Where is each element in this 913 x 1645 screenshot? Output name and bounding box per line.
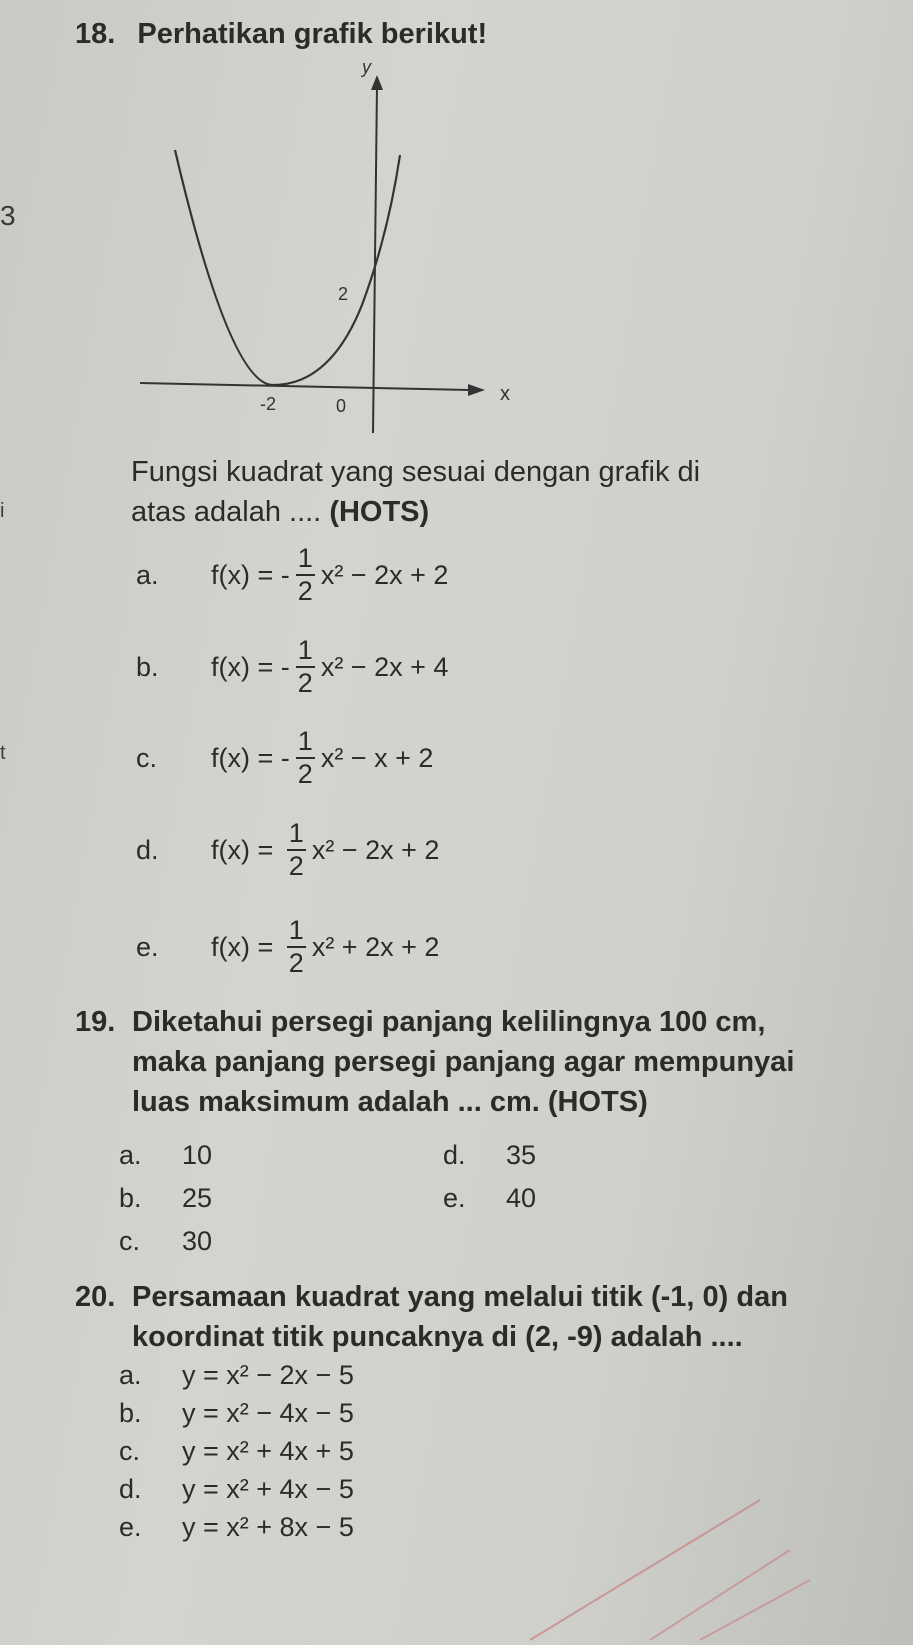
fraction [296, 545, 315, 605]
question-line-text: atas adalah .... [131, 496, 322, 529]
question-prompt: Perhatikan grafik berikut! [137, 18, 488, 50]
option-letter: d. [443, 1140, 466, 1170]
pencil-scribble [520, 1490, 820, 1645]
option-18d[interactable] [136, 820, 439, 880]
fraction [287, 820, 306, 880]
option-letter: a. [119, 1360, 142, 1390]
question-19 [75, 1002, 905, 1122]
eq-rest: x² + 2x + 2 [311, 931, 440, 962]
denominator: 2 [288, 948, 304, 978]
option-value: 40 [506, 1183, 537, 1213]
margin-mark: t [0, 742, 6, 764]
option-18b[interactable] [136, 637, 448, 697]
option-19e[interactable] [443, 1183, 536, 1214]
parabola-graph [130, 55, 520, 445]
fraction [296, 728, 315, 788]
numerator: 1 [287, 820, 306, 851]
option-letter: a. [136, 559, 159, 590]
question-text [132, 1002, 794, 1122]
question-text [132, 1277, 788, 1357]
option-value: 30 [182, 1226, 213, 1256]
eq-lhs: f(x) = [211, 834, 274, 865]
question-number: 18. [75, 18, 116, 50]
fraction [287, 917, 306, 977]
option-value: 35 [506, 1140, 537, 1170]
eq-sign: - [280, 651, 290, 682]
option-letter: d. [136, 834, 159, 865]
eq-lhs: f(x) = [211, 742, 274, 773]
question-number: 20. [75, 1281, 116, 1313]
option-letter: c. [119, 1436, 141, 1466]
option-letter: c. [136, 742, 158, 773]
fraction [296, 637, 315, 697]
parabola-curve [175, 150, 400, 385]
option-20a[interactable] [119, 1360, 354, 1391]
eq-rest: x² − 2x + 2 [320, 559, 449, 590]
denominator: 2 [288, 851, 304, 881]
x-tick-label: 0 [336, 396, 347, 416]
x-tick-label: -2 [260, 394, 277, 414]
question-18-header [75, 14, 487, 54]
x-axis-arrow-icon [468, 384, 485, 396]
question-line: Persamaan kuadrat yang melalui titik (-1, 0) dan [132, 1281, 788, 1313]
equation [211, 637, 448, 697]
eq-lhs: f(x) = [211, 559, 274, 590]
eq-rest: x² − 2x + 2 [311, 834, 440, 865]
option-letter: c. [119, 1226, 141, 1256]
question-line [131, 492, 700, 532]
denominator: 2 [297, 576, 313, 606]
option-letter: b. [136, 651, 159, 682]
option-20d[interactable] [119, 1474, 354, 1505]
option-letter: b. [119, 1183, 142, 1213]
option-equation: y = x² − 4x − 5 [182, 1398, 354, 1428]
y-tick-label: 2 [338, 284, 349, 304]
question-line: Fungsi kuadrat yang sesuai dengan grafik di [131, 456, 701, 488]
numerator: 1 [287, 917, 306, 948]
numerator: 1 [296, 728, 315, 759]
numerator: 1 [296, 637, 315, 668]
equation [211, 820, 439, 880]
option-letter: a. [119, 1140, 142, 1170]
option-letter: b. [119, 1398, 142, 1428]
equation [211, 545, 448, 605]
option-equation: y = x² + 4x + 5 [182, 1436, 354, 1466]
option-letter: d. [119, 1474, 142, 1504]
option-letter: e. [119, 1512, 142, 1542]
option-letter: e. [443, 1183, 466, 1213]
option-19d[interactable] [443, 1140, 536, 1171]
eq-lhs: f(x) = [211, 651, 274, 682]
question-line: maka panjang persegi panjang agar mempunyai [132, 1046, 795, 1079]
hots-tag: (HOTS) [329, 496, 430, 529]
option-19b[interactable] [119, 1183, 212, 1214]
option-19c[interactable] [119, 1226, 212, 1257]
denominator: 2 [297, 759, 313, 789]
option-18e[interactable] [136, 917, 439, 977]
option-equation: y = x² + 4x − 5 [182, 1474, 354, 1504]
option-20c[interactable] [119, 1436, 354, 1467]
question-18-text [131, 452, 700, 532]
margin-mark: 3 [0, 200, 16, 231]
x-axis-label: x [500, 383, 510, 405]
option-18a[interactable] [136, 545, 448, 605]
option-18c[interactable] [136, 728, 433, 788]
question-line: Diketahui persegi panjang kelilingnya 100 cm, [132, 1006, 766, 1038]
option-19a[interactable] [119, 1140, 212, 1171]
eq-lhs: f(x) = [211, 931, 274, 962]
question-number: 19. [75, 1006, 116, 1038]
equation [211, 917, 439, 977]
eq-sign: - [280, 559, 290, 590]
question-line: koordinat titik puncaknya di (2, -9) adalah .... [132, 1321, 743, 1354]
question-line-text: luas maksimum adalah ... cm. [132, 1086, 540, 1119]
option-equation: y = x² + 8x − 5 [182, 1512, 354, 1542]
question-line [132, 1082, 794, 1122]
option-value: 25 [182, 1183, 213, 1213]
eq-rest: x² − x + 2 [320, 742, 434, 773]
y-axis-label: y [362, 57, 371, 77]
equation [211, 728, 433, 788]
y-axis-arrow-icon [371, 75, 383, 90]
margin-mark: i [0, 500, 5, 522]
eq-rest: x² − 2x + 4 [320, 651, 449, 682]
option-value: 10 [182, 1140, 213, 1170]
option-letter: e. [136, 931, 159, 962]
option-equation: y = x² − 2x − 5 [182, 1360, 354, 1390]
x-axis [140, 383, 470, 390]
eq-sign: - [280, 742, 290, 773]
denominator: 2 [297, 668, 313, 698]
option-20e[interactable] [119, 1512, 354, 1543]
numerator: 1 [296, 545, 315, 576]
question-20 [75, 1277, 905, 1357]
hots-tag: (HOTS) [547, 1086, 648, 1119]
option-20b[interactable] [119, 1398, 354, 1429]
